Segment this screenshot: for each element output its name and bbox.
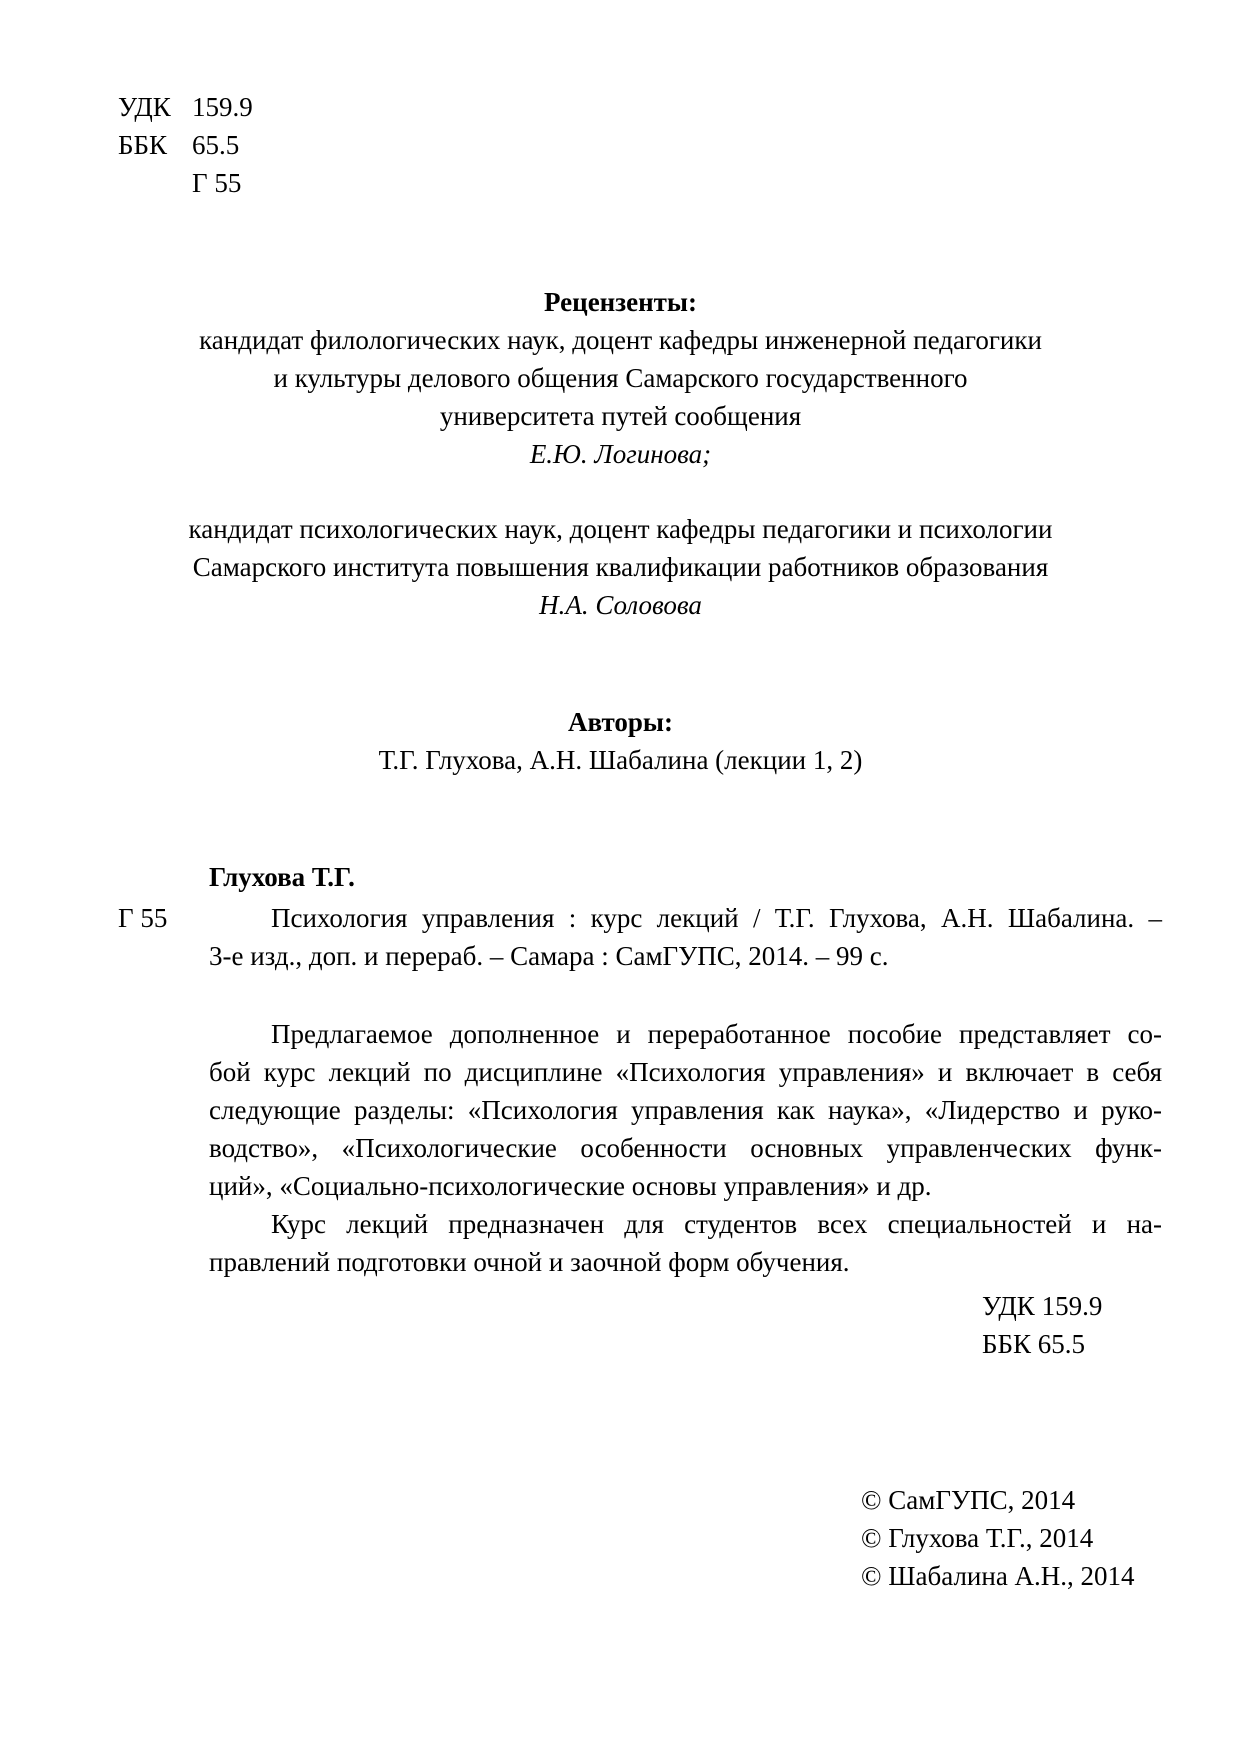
authors-text: Т.Г. Глухова, А.Н. Шабалина (лекции 1, 2): [378, 745, 863, 775]
udk-label: УДК: [118, 92, 171, 122]
annotation-line: бой курс лекций по дисциплине «Психология управления» и включает в себя: [209, 1057, 1162, 1087]
reviewer-2-name: Н.А. Соловова: [539, 590, 702, 620]
bbk-label: ББК: [118, 130, 168, 160]
reviewers-section: [0, 283, 1241, 473]
annotation: [209, 1015, 1162, 1281]
author-mark: Г 55: [192, 168, 242, 198]
annotation-line: Курс лекций предназначен для студентов всех специальностей и на-: [271, 1209, 1162, 1239]
record-line: Психология управления : курс лекций / Т.Г. Глухова, А.Н. Шабалина. –: [271, 903, 1162, 933]
copyright-block: [861, 1481, 1135, 1595]
annotation-line: ций», «Социально-психологические основы управления» и др.: [209, 1171, 932, 1201]
copyright-line: © Глухова Т.Г., 2014: [861, 1523, 1094, 1553]
annotation-udk: УДК 159.9: [982, 1291, 1103, 1321]
record-author: Глухова Т.Г.: [209, 862, 355, 892]
authors-section: [0, 703, 1241, 779]
classification-block: [118, 88, 253, 202]
annotation-line: правлений подготовки очной и заочной форм обучения.: [209, 1247, 850, 1277]
annotation-line: следующие разделы: «Психология управления как наука», «Лидерство и руко-: [209, 1095, 1162, 1125]
reviewer-2: [0, 510, 1241, 624]
bbk-value: 65.5: [192, 130, 240, 160]
reviewer-1-name: Е.Ю. Логинова;: [529, 439, 712, 469]
record-mark: Г 55: [118, 903, 168, 933]
bbk-line: [118, 126, 253, 164]
reviewers-heading: Рецензенты:: [544, 287, 697, 317]
reviewer-1-line: университета путей сообщения: [439, 401, 802, 431]
reviewer-2-line: Самарского института повышения квалификации работников образования: [192, 552, 1049, 582]
udk-value: 159.9: [192, 92, 253, 122]
udk-line: [118, 88, 253, 126]
reviewer-1-line: и культуры делового общения Самарского государственного: [273, 363, 968, 393]
reviewer-2-line: кандидат психологических наук, доцент кафедры педагогики и психологии: [188, 514, 1053, 544]
copyright-line: © Шабалина А.Н., 2014: [861, 1561, 1135, 1591]
authors-heading: Авторы:: [568, 707, 673, 737]
copyright-line: © СамГУПС, 2014: [861, 1485, 1076, 1515]
bibliographic-record: [209, 899, 1162, 975]
reviewer-1-line: кандидат филологических наук, доцент кафедры инженерной педагогики: [199, 325, 1042, 355]
record-line: 3-е изд., доп. и перераб. – Самара : СамГУПС, 2014. – 99 с.: [209, 941, 889, 971]
annotation-line: водство», «Психологические особенности основных управленческих функ-: [209, 1133, 1162, 1163]
annotation-classification: [982, 1287, 1102, 1363]
annotation-line: Предлагаемое дополненное и переработанное пособие представляет со-: [271, 1019, 1162, 1049]
annotation-bbk: ББК 65.5: [982, 1329, 1086, 1359]
